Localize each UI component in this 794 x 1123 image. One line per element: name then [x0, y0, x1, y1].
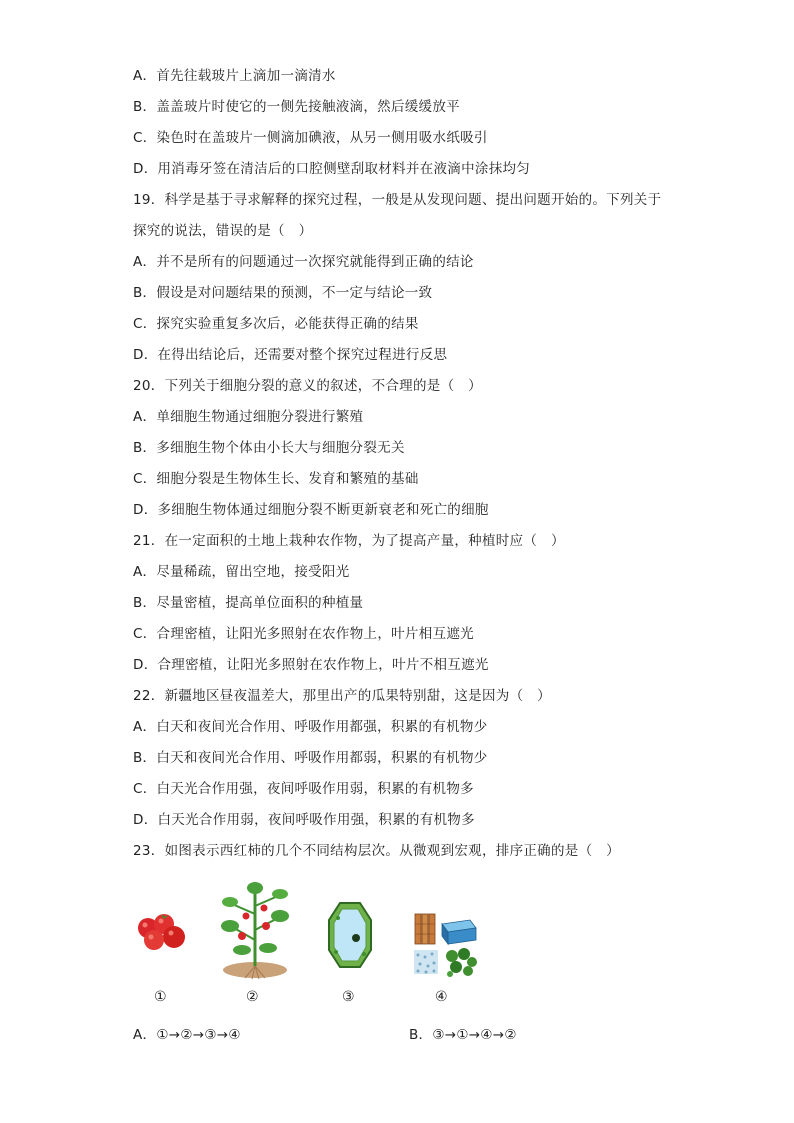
figure-label-1: ①: [154, 989, 167, 1005]
q18-option-b: B．盖盖玻片时使它的一侧先接触液滴，然后缓缓放平: [133, 99, 460, 115]
figure-label-3: ③: [342, 989, 355, 1005]
figure-label-2: ②: [246, 989, 259, 1005]
figure-label-4: ④: [435, 989, 448, 1005]
q19-option-b: B．假设是对问题结果的预测，不一定与结论一致: [133, 285, 433, 301]
q20-option-c: C．细胞分裂是生物体生长、发育和繁殖的基础: [133, 471, 419, 487]
q19-option-c: C．探究实验重复多次后，必能获得正确的结果: [133, 316, 419, 332]
q18-option-a: A．首先往载玻片上滴加一滴清水: [133, 68, 336, 84]
q22-option-d: D．白天光合作用弱，夜间呼吸作用强，积累的有机物多: [133, 812, 475, 828]
q21-option-a: A．尽量稀疏，留出空地，接受阳光: [133, 564, 350, 580]
q22-stem: 22．新疆地区昼夜温差大，那里出产的瓜果特别甜，这是因为（ ）: [133, 688, 551, 704]
plant-tissue-icon: [412, 912, 478, 978]
q19-stem-line2: 探究的说法，错误的是（ ）: [133, 223, 313, 239]
tomato-plant-icon: [220, 880, 290, 980]
q19-option-d: D．在得出结论后，还需要对整个探究过程进行反思: [133, 347, 448, 363]
q21-stem: 21．在一定面积的土地上栽种农作物，为了提高产量，种植时应（ ）: [133, 533, 565, 549]
q19-option-a: A．并不是所有的问题通过一次探究就能得到正确的结论: [133, 254, 474, 270]
q22-option-b: B．白天和夜间光合作用、呼吸作用都弱，积累的有机物少: [133, 750, 488, 766]
q23-option-a: A．①→②→③→④: [133, 1027, 241, 1043]
q18-option-c: C．染色时在盖玻片一侧滴加碘液，从另一侧用吸水纸吸引: [133, 130, 488, 146]
q19-stem-line1: 19．科学是基于寻求解释的探究过程，一般是从发现问题、提出问题开始的。下列关于: [133, 192, 662, 208]
q20-option-a: A．单细胞生物通过细胞分裂进行繁殖: [133, 409, 364, 425]
tomato-fruit-icon: [134, 912, 188, 952]
q20-option-b: B．多细胞生物个体由小长大与细胞分裂无关: [133, 440, 405, 456]
q22-option-c: C．白天光合作用强，夜间呼吸作用弱，积累的有机物多: [133, 781, 474, 797]
q22-option-a: A．白天和夜间光合作用、呼吸作用都强，积累的有机物少: [133, 719, 488, 735]
q21-option-d: D．合理密植，让阳光多照射在农作物上，叶片不相互遮光: [133, 657, 489, 673]
q21-option-b: B．尽量密植，提高单位面积的种植量: [133, 595, 364, 611]
q20-option-d: D．多细胞生物体通过细胞分裂不断更新衰老和死亡的细胞: [133, 502, 489, 518]
q20-stem: 20．下列关于细胞分裂的意义的叙述，不合理的是（ ）: [133, 378, 482, 394]
plant-cell-icon: [326, 900, 374, 970]
q23-stem: 23．如图表示西红柿的几个不同结构层次。从微观到宏观，排序正确的是（ ）: [133, 843, 620, 859]
q23-option-b: B．③→①→④→②: [409, 1027, 517, 1043]
q18-option-d: D．用消毒牙签在清洁后的口腔侧壁刮取材料并在液滴中涂抹均匀: [133, 161, 531, 177]
q21-option-c: C．合理密植，让阳光多照射在农作物上，叶片相互遮光: [133, 626, 474, 642]
